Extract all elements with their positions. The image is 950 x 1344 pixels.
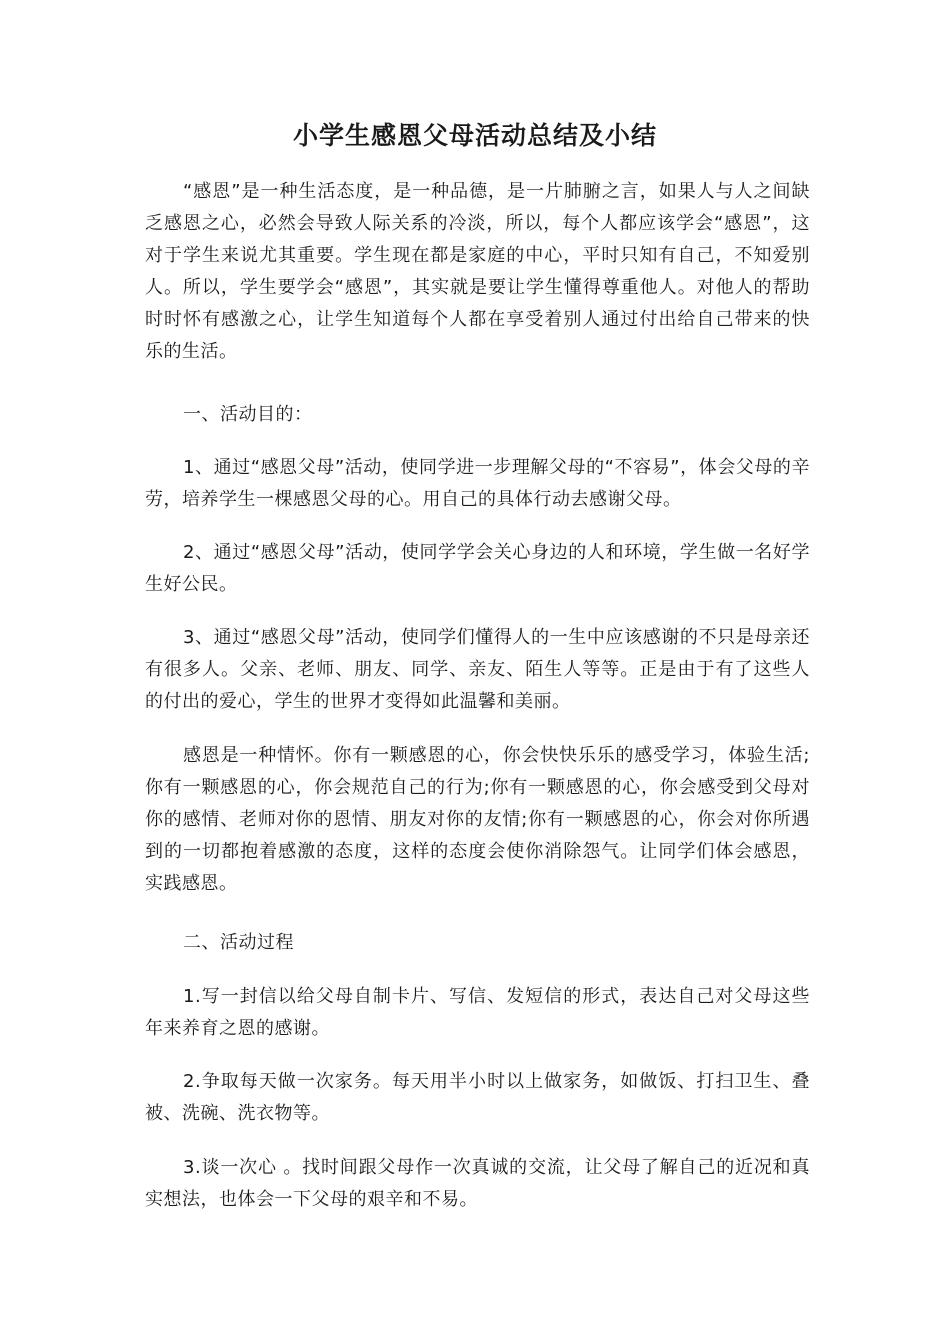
- purpose-item-2: 2、通过“感恩父母”活动，使同学学会关心身边的人和环境，学生做一名好学生好公民。: [145, 542, 810, 595]
- gratitude-paragraph: 感恩是一种情怀。你有一颗感恩的心，你会快快乐乐的感受学习，体验生活;你有一颗感恩的心，你会规范自己的行为;你有一颗感恩的心，你会感受到父母对你的感情、老师对你的恩情、朋友对你的友情;你有一颗感恩的心，你会对你所遇到的一切都抱着感激的态度，这样的态度会使你消除怨气。让同学们体会感恩，实践感恩。: [145, 745, 810, 894]
- section-heading-purpose: 一、活动目的：: [183, 404, 313, 425]
- process-step-1: 1.写一封信以给父母自制卡片、写信、发短信的形式，表达自己对父母这些年来养育之恩的感谢。: [145, 986, 810, 1039]
- process-step-2: 2.争取每天做一次家务。每天用半小时以上做家务，如做饭、打扫卫生、叠被、洗碗、洗衣物等。: [145, 1071, 810, 1124]
- document-title: 小学生感恩父母活动总结及小结: [292, 121, 657, 150]
- process-step-3: 3.谈一次心 。找时间跟父母作一次真诚的交流，让父母了解自己的近况和真实想法，也体会一下父母的艰辛和不易。: [145, 1157, 810, 1210]
- section-heading-process: 二、活动过程: [183, 932, 294, 953]
- purpose-item-1: 1、通过“感恩父母”活动，使同学进一步理解父母的“不容易”，体会父母的辛劳，培养学生一棵感恩父母的心。用自己的具体行动去感谢父母。: [145, 457, 810, 510]
- purpose-item-3: 3、通过“感恩父母”活动，使同学们懂得人的一生中应该感谢的不只是母亲还有很多人。父亲、老师、朋友、同学、亲友、陌生人等等。正是由于有了这些人的付出的爱心，学生的世界才变得如此温馨和美丽。: [145, 627, 810, 712]
- intro-paragraph: “感恩”是一种生活态度，是一种品德，是一片肺腑之言，如果人与人之间缺乏感恩之心，必然会导致人际关系的冷淡，所以，每个人都应该学会“感恩”，这对于学生来说尤其重要。学生现在都是家庭的中心，平时只知有自己，不知爱别人。所以，学生要学会“感恩”，其实就是要让学生懂得尊重他人。对他人的帮助时时怀有感激之心，让学生知道每个人都在享受着别人通过付出给自己带来的快乐的生活。: [145, 181, 810, 362]
